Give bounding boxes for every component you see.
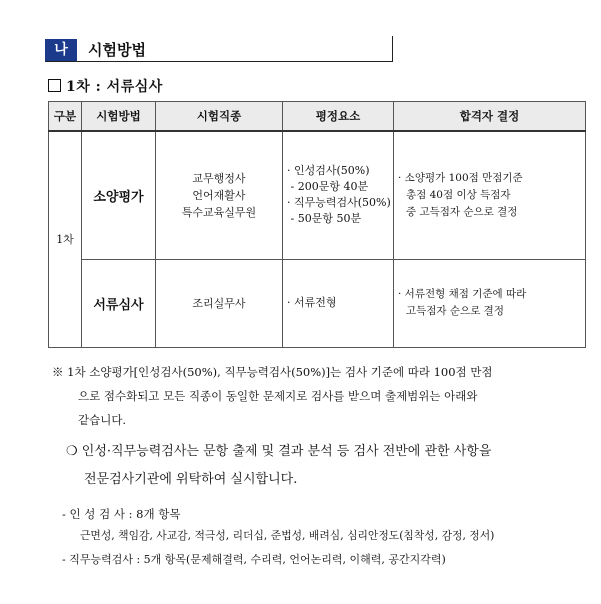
- eval-cell: [283, 131, 394, 259]
- aptitude-test-items: - 직무능력검사 : 5개 항목(문제해결력, 수리력, 언어논리력, 이해력, 공간지각력): [62, 553, 446, 566]
- pass-line: 중 고득점자 순으로 결정: [406, 205, 518, 218]
- header-cell: 시험방법: [82, 102, 156, 132]
- table-row: [49, 131, 586, 259]
- personality-test-items: 근면성, 책임감, 사교감, 적극성, 리더십, 준법성, 배려심, 심리안정도(침착성, 감정, 정서): [80, 529, 495, 542]
- section-divider: [392, 36, 393, 61]
- eval-line: - 50문항 50분: [287, 212, 362, 226]
- eval-line: · 서류전형: [287, 296, 337, 309]
- job-item: 언어재활사: [192, 188, 246, 202]
- note-line: 같습니다.: [78, 413, 127, 427]
- section-title: 시험방법: [88, 41, 146, 59]
- subheading-text: 1차 : 서류심사: [66, 79, 163, 95]
- header-cell: 시험직종: [156, 102, 283, 132]
- header-cell: 합격자 결정: [394, 102, 586, 132]
- subheading: [48, 76, 163, 96]
- eval-cell: [283, 259, 394, 347]
- outsourcing-note: [66, 438, 596, 494]
- job-item: 특수교육실무원: [181, 205, 257, 219]
- jobs-cell: [156, 131, 283, 259]
- pass-cell: [394, 259, 586, 347]
- pass-line: 고득점자 순으로 결정: [406, 305, 504, 317]
- section-underline: [45, 61, 393, 62]
- exam-scoring-note: [52, 360, 592, 432]
- header-cell: 구분: [49, 102, 82, 132]
- method-cell: 소양평가: [82, 131, 156, 259]
- checkbox-square-icon: [48, 79, 61, 92]
- exam-method-table: [48, 101, 586, 348]
- table-row: [49, 259, 586, 347]
- pass-cell: [394, 131, 586, 259]
- job-item: 교무행정사: [192, 171, 246, 185]
- eval-line: · 직무능력검사(50%): [287, 196, 391, 210]
- eval-line: · 인성검사(50%): [287, 164, 370, 178]
- section-badge: 나: [45, 39, 77, 61]
- circle-note-line: 전문검사기관에 위탁하여 실시합니다.: [84, 472, 298, 487]
- eval-line: - 200문항 40분: [287, 180, 369, 194]
- pass-line: · 소양평가 100점 만점기준: [398, 171, 523, 184]
- method-cell: 서류심사: [82, 259, 156, 347]
- job-item: 조리실무사: [192, 296, 246, 310]
- circle-note-line: ❍ 인성·직무능력검사는 문항 출제 및 결과 분석 등 검사 전반에 관한 사항을: [66, 444, 492, 459]
- header-cell: 평정요소: [283, 102, 394, 132]
- personality-test-label: - 인 성 검 사 : 8개 항목: [62, 507, 181, 521]
- pass-line: · 서류전형 채점 기준에 따라: [398, 288, 527, 300]
- stage-cell: 1차: [49, 131, 82, 347]
- note-line: 으로 점수화되고 모든 직종이 동일한 문제지로 검사를 받으며 출제범위는 아래와: [78, 389, 478, 403]
- pass-line: 총점 40점 이상 득점자: [406, 188, 511, 201]
- jobs-cell: [156, 259, 283, 347]
- table-header-row: [49, 102, 586, 132]
- note-line: ※ 1차 소양평가[인성검사(50%), 직무능력검사(50%)]는 검사 기준에 따라 100점 만점: [52, 365, 493, 379]
